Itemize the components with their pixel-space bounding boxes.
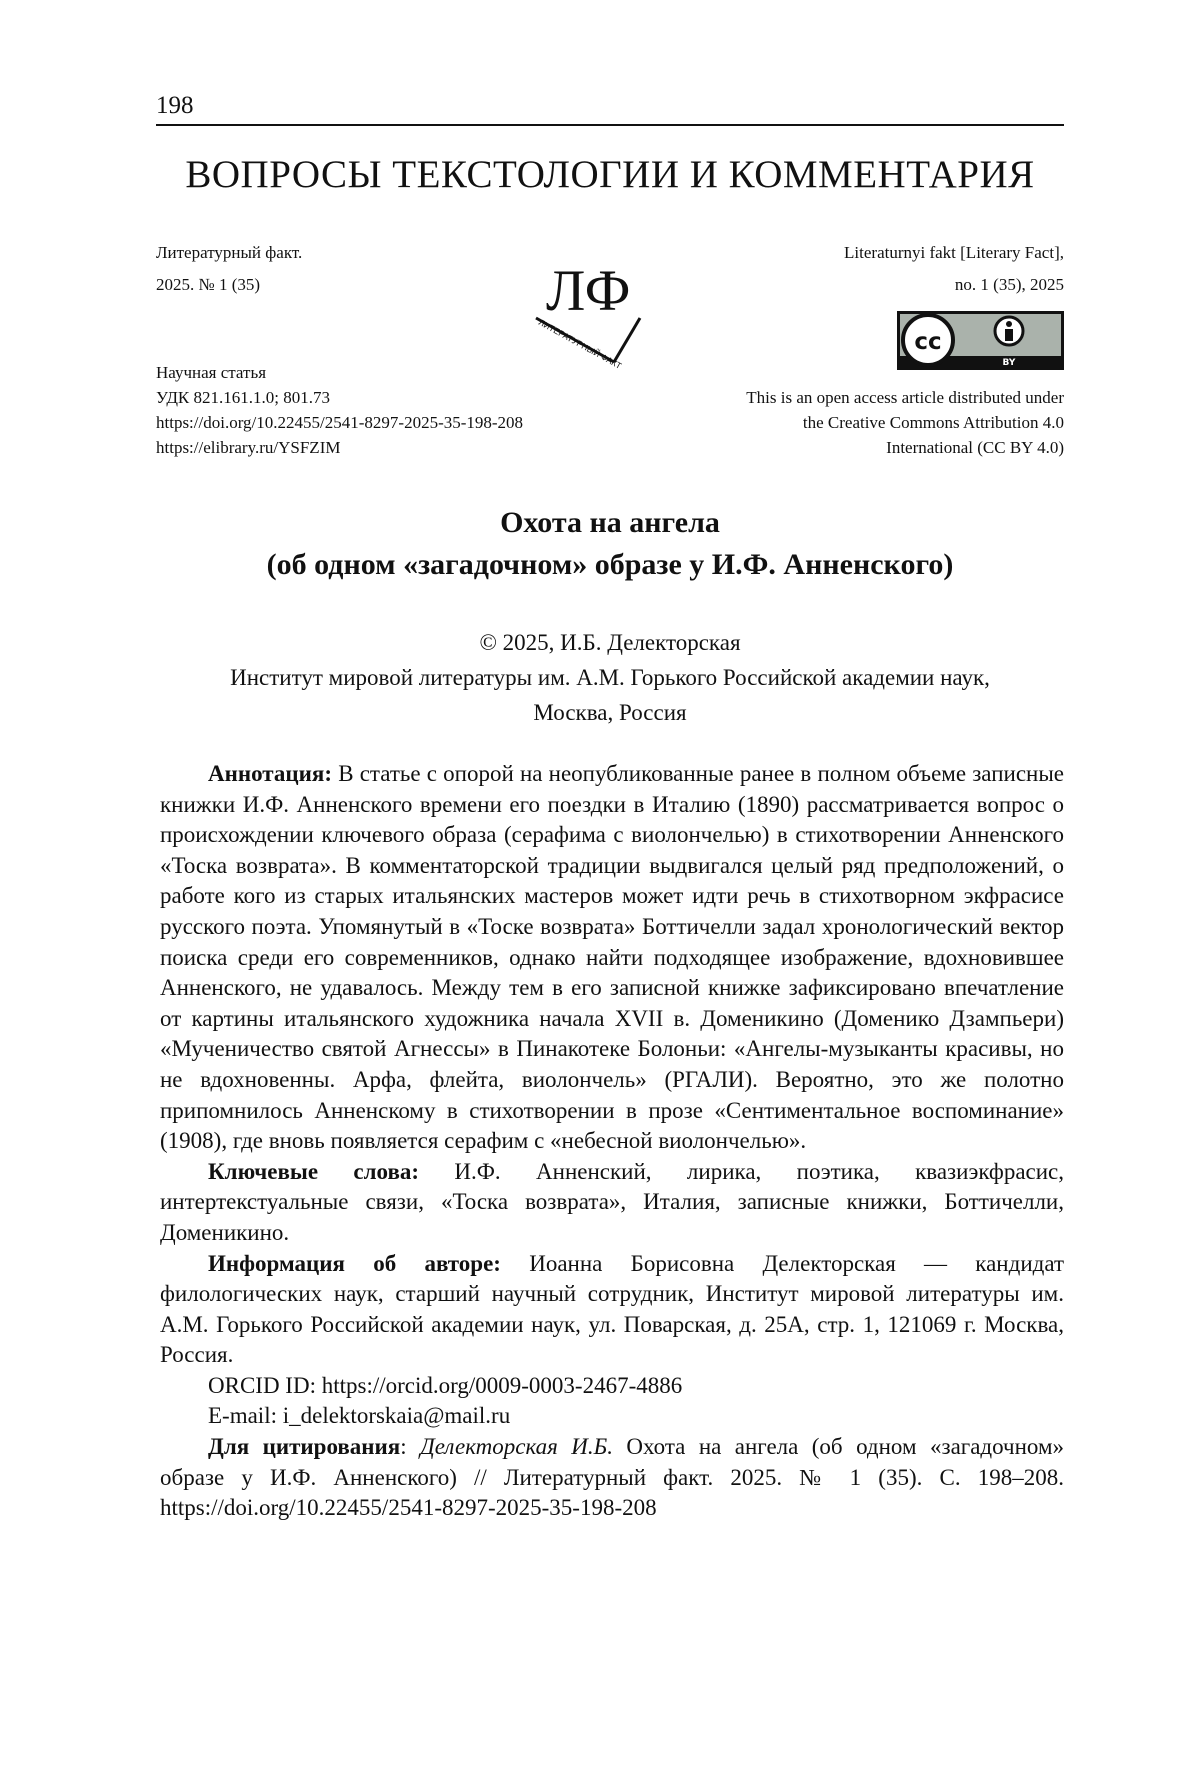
license-line-1: This is an open access article distributed under (746, 388, 1064, 407)
journal-issue-ru: 2025. № 1 (35) (156, 275, 261, 294)
byline (156, 625, 1064, 730)
journal-name-en: Literaturnyi fakt [Literary Fact], (844, 243, 1064, 262)
article-front-matter (160, 759, 1064, 1524)
citation-text: Охота на ангела (об одном «загадочном» образе у И.Ф. Анненского) // Литературный факт. 2025. № 1 (35). С. 198–208. https://doi.org/10.22455/2541-8297-2025-35-198-208 (160, 1434, 1065, 1521)
elibrary-link[interactable]: https://elibrary.ru/YSFZIM (156, 438, 341, 457)
affiliation-line-1: Институт мировой литературы им. А.М. Горького Российской академии наук, (230, 665, 990, 690)
author-copyright: © 2025, И.Б. Делекторская (479, 630, 741, 655)
affiliation-line-2: Москва, Россия (533, 700, 687, 725)
abstract-text: В статье с опорой на неопубликованные ранее в полном объеме записные книжки И.Ф. Анненского времени его поездки в Италию (1890) рассматривается вопрос о происхождении ключевого образа (серафима с виолончелью) в стихотворении Анненского «Тоска возврата». В комментаторской традиции выдвигался целый ряд предположений, о работе кого из старых итальянских мастеров может идти речь в стихотворном экфрасисе русского поэта. Упомянутый в «Тоске возврата» Боттичелли задал хронологический вектор поиска среди его современников, однако найти подходящее изображение, вдохновившее Анненского, не удавалось. Между тем в его записной книжке зафиксировано впечатление от картины итальянского художника начала XVII в. Доменикино (Доменико Дзампьери) «Мученичество святой Агнессы» в Пинакотеке Болоньи: «Ангелы-музыканты красивы, но не вдохновенны. Арфа, флейта, виолончель» (РГАЛИ). Вероятно, это же полотно припомнилось Анненскому в стихотворении в прозе «Сентиментальное воспоминание» (1908), где вновь появляется серафим с «небесной виолончелью». (160, 761, 1065, 1154)
license-line-2: the Creative Commons Attribution 4.0 (802, 413, 1064, 432)
author-info (160, 1249, 1064, 1371)
keywords-text: И.Ф. Анненский, лирика, поэтика, квазиэкфрасис, интертекстуальные связи, «Тоска возврата», Италия, записные книжки, Боттичелли, Доменикино. (160, 1158, 1065, 1245)
logo-letters: ЛФ (546, 258, 631, 323)
license-line-3: International (CC BY 4.0) (886, 438, 1064, 457)
author-info-text: Иоанна Борисовна Делекторская — кандидат филологических наук, старший научный сотрудник, Институт мировой литературы им. А.М. Горького Российской академии наук, ул. Поварская, д. 25А, стр. 1, 121069 г. Москва, Россия. (160, 1250, 1064, 1368)
citation (160, 1432, 1064, 1524)
section-title: ВОПРОСЫ ТЕКСТОЛОГИИ И КОММЕНТАРИЯ (185, 153, 1035, 196)
journal-logo (528, 258, 648, 378)
cc-by-badge (897, 311, 1064, 370)
journal-info-ru (156, 240, 302, 297)
citation-colon: : (400, 1434, 407, 1460)
journal-name-ru: Литературный факт. (156, 243, 303, 262)
email[interactable]: E-mail: i_delektorskaia@mail.ru (208, 1403, 511, 1429)
title-line-1: Охота на ангела (500, 506, 720, 539)
cc-label: cc (914, 329, 942, 355)
title-line-2: (об одном «загадочном» образе у И.Ф. Анненского) (266, 548, 954, 581)
author-info-label: Информация об авторе: (208, 1250, 501, 1276)
journal-info-en (844, 240, 1064, 297)
orcid[interactable]: ORCID ID: https://orcid.org/0009-0003-2467-4886 (208, 1372, 683, 1398)
by-label: BY (1002, 358, 1016, 368)
doi-link[interactable]: https://doi.org/10.22455/2541-8297-2025-35-198-208 (156, 413, 524, 432)
udk-code: УДК 821.161.1.0; 801.73 (156, 388, 330, 407)
journal-issue-en: no. 1 (35), 2025 (954, 275, 1064, 294)
abstract (160, 759, 1064, 1157)
article-title (156, 502, 1064, 586)
abstract-label: Аннотация: (208, 761, 332, 786)
citation-authors: Делекторская И.Б. (420, 1434, 613, 1460)
keywords-label: Ключевые слова: (208, 1158, 420, 1184)
page-number: 198 (156, 92, 194, 119)
logo-caption: ЛИТЕРАТУРНЫЙ ФАКТ (537, 317, 624, 371)
article-meta (156, 360, 523, 460)
citation-label: Для цитирования (208, 1434, 401, 1460)
license-statement (746, 385, 1064, 460)
header-rule (156, 124, 1064, 126)
keywords (160, 1157, 1064, 1249)
article-type: Научная статья (156, 363, 267, 382)
